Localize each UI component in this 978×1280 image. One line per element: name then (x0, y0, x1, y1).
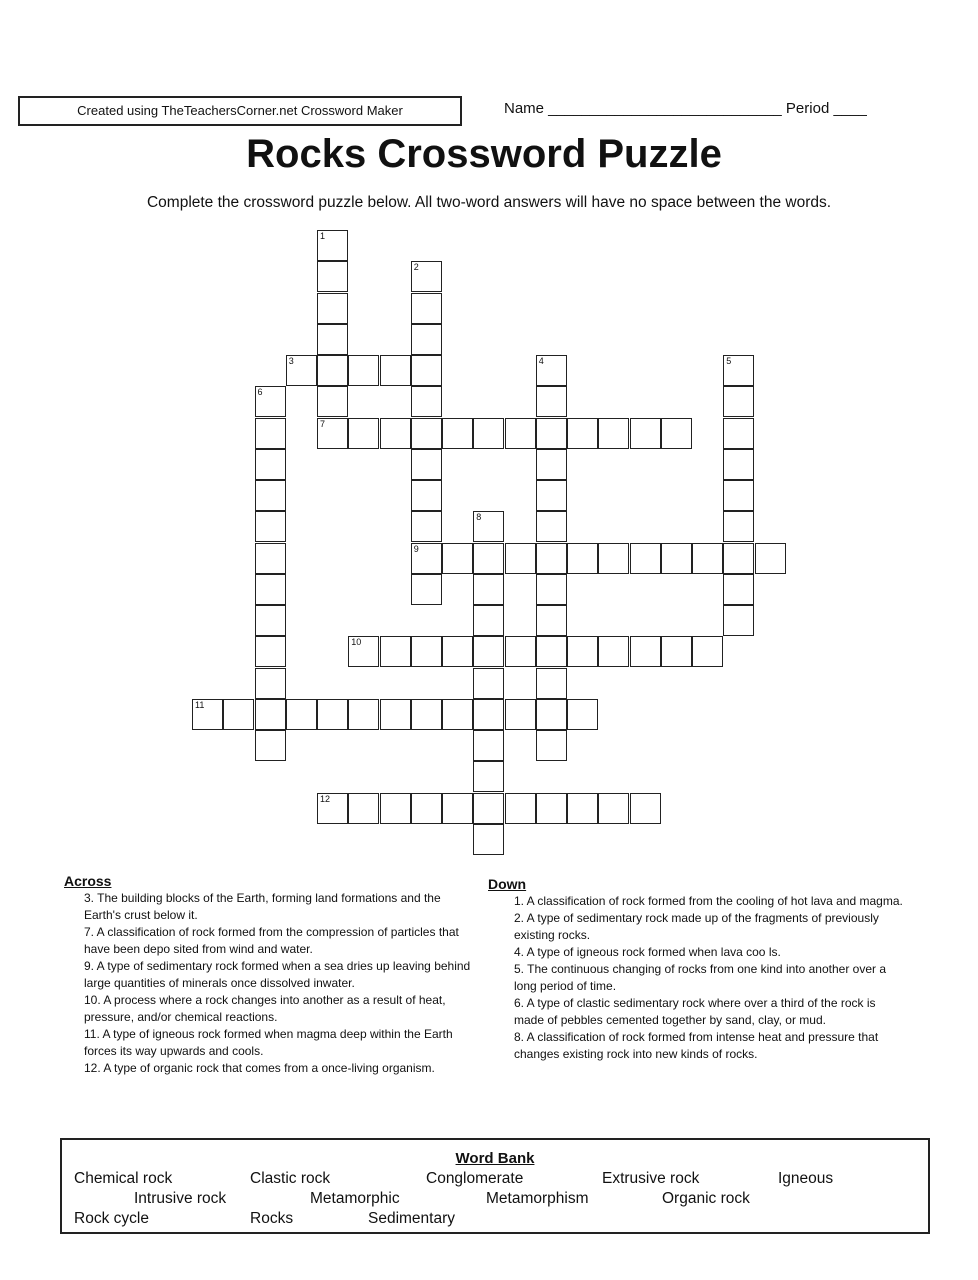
credit-text: Created using TheTeachersCorner.net Crossword Maker (77, 103, 403, 118)
crossword-cell[interactable] (317, 261, 348, 292)
crossword-cell[interactable] (567, 793, 598, 824)
crossword-cell[interactable] (692, 543, 723, 574)
crossword-cell[interactable] (723, 605, 754, 636)
crossword-cell[interactable] (505, 636, 536, 667)
crossword-cell[interactable] (473, 543, 504, 574)
crossword-cell[interactable] (348, 793, 379, 824)
word-bank-item: Organic rock (662, 1190, 750, 1207)
page-title: Rocks Crossword Puzzle (246, 132, 722, 176)
clue-number: 6 (257, 387, 263, 398)
crossword-cell[interactable] (505, 418, 536, 449)
crossword-cell[interactable] (442, 636, 473, 667)
crossword-cell[interactable] (567, 636, 598, 667)
crossword-cell[interactable] (348, 355, 379, 386)
clue-number: 8 (476, 512, 482, 523)
clue-number: 9 (413, 543, 419, 554)
crossword-cell[interactable] (505, 699, 536, 730)
crossword-cell[interactable] (536, 480, 567, 511)
crossword-cell[interactable] (473, 761, 504, 792)
crossword-cell[interactable] (255, 449, 286, 480)
word-bank-item: Intrusive rock (134, 1190, 227, 1207)
crossword-cell[interactable] (536, 449, 567, 480)
word-bank (60, 1138, 930, 1234)
clue-number: 7 (320, 418, 326, 429)
across-clue: 3. The building blocks of the Earth, forming land formations and the Earth's crust below it. (84, 891, 441, 922)
crossword-cell[interactable] (411, 261, 442, 292)
crossword-cell[interactable] (630, 418, 661, 449)
crossword-cell[interactable] (473, 699, 504, 730)
crossword-cell[interactable] (536, 355, 567, 386)
crossword-cell[interactable] (442, 793, 473, 824)
crossword-cell[interactable] (473, 511, 504, 542)
clue-number: 3 (288, 356, 294, 366)
word-bank-item: Chemical rock (74, 1170, 173, 1187)
word-bank-item: Conglomerate (426, 1170, 524, 1187)
crossword-cell[interactable] (348, 418, 379, 449)
crossword-cell[interactable] (255, 668, 286, 699)
crossword-cell[interactable] (317, 418, 348, 449)
clue-number: 12 (320, 793, 331, 804)
clue-number: 10 (351, 637, 362, 648)
crossword-cell[interactable] (255, 418, 286, 449)
crossword-cell[interactable] (411, 355, 442, 386)
down-clue: 4. A type of igneous rock formed when lava coo ls. (514, 945, 781, 959)
crossword-cell[interactable] (380, 793, 411, 824)
word-bank-item: Metamorphic (310, 1190, 400, 1207)
crossword-cell[interactable] (286, 699, 317, 730)
crossword-cell[interactable] (473, 793, 504, 824)
crossword-cell[interactable] (255, 699, 286, 730)
crossword-cell[interactable] (661, 636, 692, 667)
crossword-cell[interactable] (723, 449, 754, 480)
crossword-cell[interactable] (255, 480, 286, 511)
word-bank-item: Sedimentary (368, 1210, 456, 1227)
crossword-cell[interactable] (598, 418, 629, 449)
crossword-cell[interactable] (317, 699, 348, 730)
down-clue: 6. A type of clastic sedimentary rock where over a third of the rock is made of pebbles cemented together by sand, clay, or mud. (514, 996, 876, 1027)
crossword-cell[interactable] (723, 511, 754, 542)
crossword-cell[interactable] (567, 418, 598, 449)
crossword-cell[interactable] (442, 543, 473, 574)
crossword-cell[interactable] (473, 605, 504, 636)
crossword-cell[interactable] (255, 386, 286, 417)
crossword-cell[interactable] (505, 793, 536, 824)
crossword-cell[interactable] (411, 418, 442, 449)
down-clue: 8. A classification of rock formed from intense heat and pressure that changes existing rock into new kinds of rocks. (514, 1030, 879, 1061)
crossword-cell[interactable] (692, 636, 723, 667)
crossword-cell[interactable] (473, 824, 504, 855)
crossword-cell[interactable] (411, 543, 442, 574)
crossword-cell[interactable] (255, 730, 286, 761)
crossword-cell[interactable] (536, 605, 567, 636)
crossword-cell[interactable] (473, 574, 504, 605)
crossword-cell[interactable] (536, 668, 567, 699)
crossword-cell[interactable] (723, 355, 754, 386)
crossword-cell[interactable] (192, 699, 223, 730)
crossword-cell[interactable] (411, 636, 442, 667)
crossword-cell[interactable] (598, 636, 629, 667)
crossword-cell[interactable] (723, 543, 754, 574)
across-clue: 10. A process where a rock changes into another as a result of heat, pressure, and/or chemical reactions. (84, 993, 446, 1024)
crossword-cell[interactable] (630, 543, 661, 574)
crossword-cell[interactable] (536, 636, 567, 667)
crossword-cell[interactable] (411, 480, 442, 511)
crossword-cell[interactable] (411, 324, 442, 355)
crossword-cell[interactable] (536, 511, 567, 542)
down-clues (488, 876, 904, 1063)
down-clue: 1. A classification of rock formed from the cooling of hot lava and magma. (514, 894, 903, 908)
word-bank-item: Rock cycle (74, 1210, 149, 1227)
crossword-cell[interactable] (411, 574, 442, 605)
crossword-cell[interactable] (661, 543, 692, 574)
crossword-cell[interactable] (723, 574, 754, 605)
crossword-cell[interactable] (723, 386, 754, 417)
crossword-cell[interactable] (255, 605, 286, 636)
crossword-cell[interactable] (630, 636, 661, 667)
down-clue: 2. A type of sedimentary rock made up of the fragments of previously existing rocks. (514, 911, 879, 942)
crossword-cell[interactable] (536, 793, 567, 824)
crossword-cell[interactable] (630, 793, 661, 824)
credit-box (18, 96, 462, 126)
crossword-cell[interactable] (473, 636, 504, 667)
crossword-cell[interactable] (411, 511, 442, 542)
crossword-cell[interactable] (536, 543, 567, 574)
crossword-cell[interactable] (411, 386, 442, 417)
crossword-cell[interactable] (255, 574, 286, 605)
word-bank-item: Rocks (250, 1210, 294, 1227)
crossword-cell[interactable] (223, 699, 254, 730)
crossword-cell[interactable] (536, 574, 567, 605)
word-bank-item: Metamorphism (486, 1190, 589, 1207)
crossword-cell[interactable] (411, 293, 442, 324)
crossword-cell[interactable] (567, 543, 598, 574)
down-clue: 5. The continuous changing of rocks from one kind into another over a long period of time. (514, 962, 887, 993)
crossword-cell[interactable] (473, 668, 504, 699)
crossword-cell[interactable] (411, 793, 442, 824)
crossword-cell[interactable] (348, 636, 379, 667)
crossword-cell[interactable] (411, 699, 442, 730)
crossword-cell[interactable] (473, 730, 504, 761)
crossword-cell[interactable] (255, 511, 286, 542)
crossword-cell[interactable] (755, 543, 786, 574)
crossword-cell[interactable] (380, 699, 411, 730)
crossword-cell[interactable] (348, 699, 379, 730)
crossword-cell[interactable] (317, 230, 348, 261)
across-clue: 7. A classification of rock formed from the compression of particles that have been depo sited from wind and water. (84, 925, 459, 956)
crossword-cell[interactable] (317, 324, 348, 355)
instructions: Complete the crossword puzzle below. All two-word answers will have no space between the words. (146, 194, 832, 211)
crossword-cell[interactable] (380, 418, 411, 449)
crossword-cell[interactable] (380, 636, 411, 667)
name-period-line: Name ____________________________ Period ____ (504, 100, 867, 117)
word-bank-heading: Word Bank (455, 1150, 535, 1167)
down-heading: Down (488, 876, 527, 892)
crossword-cell[interactable] (598, 543, 629, 574)
crossword-cell[interactable] (536, 418, 567, 449)
crossword-cell[interactable] (255, 636, 286, 667)
crossword-cell[interactable] (473, 418, 504, 449)
crossword-cell[interactable] (536, 386, 567, 417)
crossword-cell[interactable] (380, 355, 411, 386)
crossword-cell[interactable] (442, 699, 473, 730)
clue-number: 5 (726, 356, 732, 366)
crossword-cell[interactable] (286, 355, 317, 386)
clue-number: 4 (538, 356, 544, 366)
across-clue: 12. A type of organic rock that comes from a once-living organism. (84, 1061, 435, 1075)
word-bank-item: Igneous (778, 1170, 834, 1187)
crossword-cell[interactable] (567, 699, 598, 730)
across-clues (64, 873, 476, 1077)
crossword-cell[interactable] (505, 543, 536, 574)
clue-number: 11 (195, 699, 205, 710)
crossword-cell[interactable] (536, 730, 567, 761)
across-clue: 9. A type of sedimentary rock formed when a sea dries up leaving behind large quantities of minerals once dissolved inwater. (84, 959, 471, 990)
crossword-cell[interactable] (661, 418, 692, 449)
clue-number: 1 (320, 231, 326, 241)
crossword-cell[interactable] (598, 793, 629, 824)
crossword-cell[interactable] (723, 480, 754, 511)
crossword-cell[interactable] (723, 418, 754, 449)
clue-number: 2 (413, 262, 419, 273)
across-heading: Across (64, 873, 112, 889)
word-bank-item: Clastic rock (250, 1170, 331, 1187)
across-clue: 11. A type of igneous rock formed when magma deep within the Earth forces its way upwards and cools. (84, 1027, 453, 1058)
crossword-cell[interactable] (411, 449, 442, 480)
crossword-cell[interactable] (255, 543, 286, 574)
crossword-cell[interactable] (442, 418, 473, 449)
crossword-cell[interactable] (317, 355, 348, 386)
crossword-cell[interactable] (536, 699, 567, 730)
crossword-cell[interactable] (317, 793, 348, 824)
crossword-cell[interactable] (317, 293, 348, 324)
crossword-cell[interactable] (317, 386, 348, 417)
word-bank-item: Extrusive rock (602, 1170, 700, 1187)
